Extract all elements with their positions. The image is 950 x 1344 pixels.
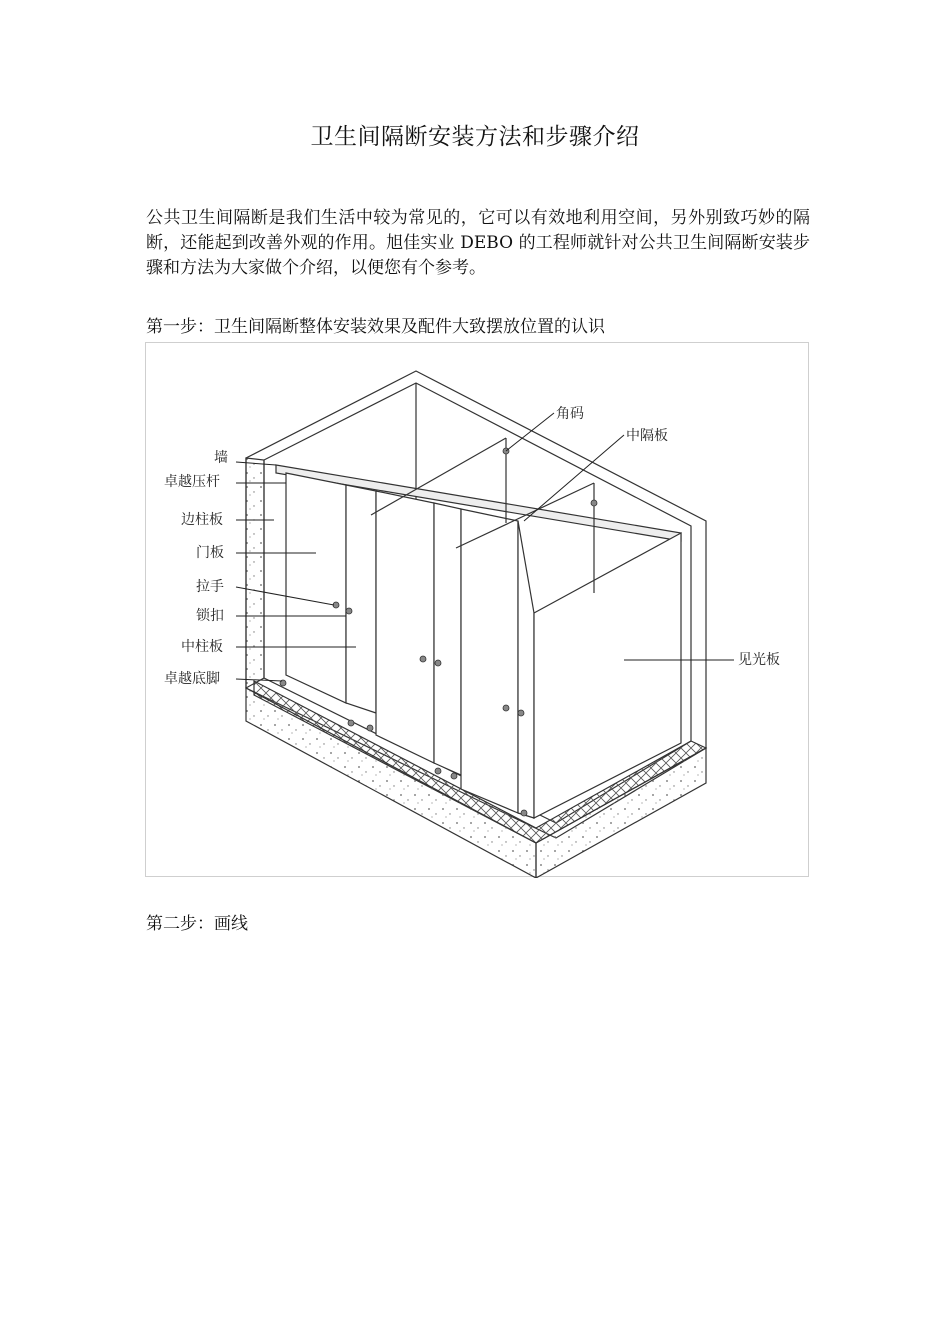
label-middle-post-panel: 中柱板 <box>181 639 223 655</box>
step-2-heading: 第二步：画线 <box>146 914 248 934</box>
label-pressure-bar: 卓越压杆 <box>164 474 220 490</box>
intro-paragraph: 公共卫生间隔断是我们生活中较为常见的，它可以有效地利用空间，另外别致巧妙的隔断，还能起到改善外观的作用。旭佳实业 DEBO 的工程师就针对公共卫生间隔断安装步骤和方法为大家做个介绍，以便您有个参考。 <box>146 208 810 278</box>
label-end-panel: 见光板 <box>738 652 780 668</box>
label-handle: 拉手 <box>196 579 224 595</box>
label-side-post-panel: 边柱板 <box>181 512 223 528</box>
partition-diagram <box>145 342 809 877</box>
label-wall: 墙 <box>214 450 228 466</box>
page-title: 卫生间隔断安装方法和步骤介绍 <box>310 124 640 150</box>
partition-diagram-svg <box>146 343 810 878</box>
label-lock: 锁扣 <box>196 608 224 624</box>
label-door-panel: 门板 <box>196 545 224 561</box>
label-middle-partition: 中隔板 <box>626 428 668 444</box>
label-foot: 卓越底脚 <box>164 671 220 687</box>
label-corner-code: 角码 <box>556 406 584 422</box>
step-1-heading: 第一步：卫生间隔断整体安装效果及配件大致摆放位置的认识 <box>146 317 605 337</box>
